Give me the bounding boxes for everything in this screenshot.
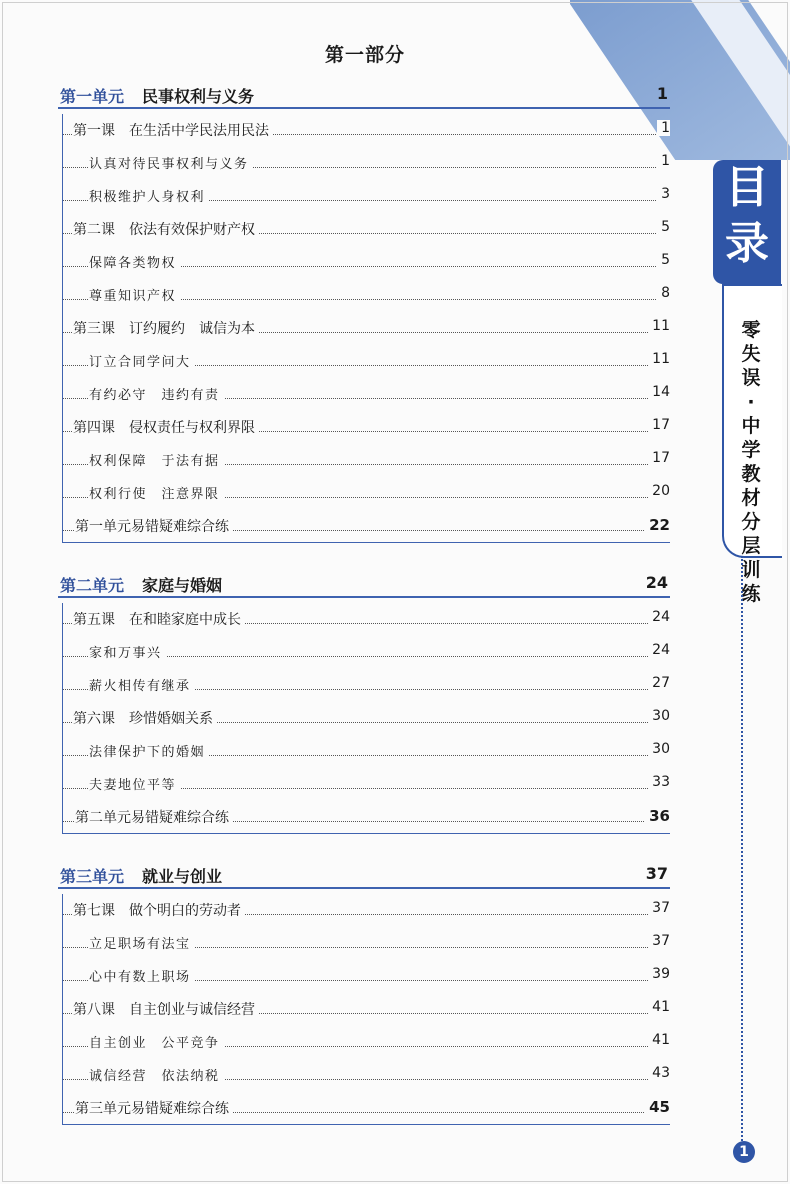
entry-title: 有约必守 违约有责: [89, 384, 224, 403]
entry-title: 认真对待民事权利与义务: [89, 153, 253, 172]
entry-page: 22: [645, 516, 670, 534]
entry-title: 第二单元易错疑难综合练: [75, 807, 233, 827]
entry-title: 订立合同学问大: [89, 351, 195, 370]
entry-title: 自主创业 公平竞争: [89, 1032, 224, 1051]
review-entry[interactable]: [63, 801, 670, 834]
entry-title: 第七课 做个明白的劳动者: [73, 900, 245, 920]
unit-underline: [58, 596, 670, 598]
series-char: 层: [741, 535, 761, 557]
topic-entry[interactable]: [63, 960, 670, 993]
series-char: 材: [741, 487, 761, 509]
unit-underline: [58, 887, 670, 889]
topic-entry[interactable]: [63, 279, 670, 312]
unit-entries: [62, 114, 670, 543]
entry-page: 5: [657, 219, 670, 235]
lesson-entry[interactable]: [63, 603, 670, 636]
entry-title: 诚信经营 依法纳税: [89, 1065, 224, 1084]
series-char: 误: [741, 367, 761, 389]
entry-page: 37: [648, 933, 670, 949]
series-char: 分: [741, 511, 761, 533]
entry-page: 30: [648, 741, 670, 757]
entry-title: 第三课 订约履约 诚信为本: [73, 318, 259, 338]
mulu-char: 录: [725, 218, 769, 269]
mulu-char: 目: [725, 162, 769, 213]
entry-page: 24: [648, 609, 670, 625]
unit-heading[interactable]: [58, 80, 670, 114]
review-entry[interactable]: [63, 510, 670, 543]
entry-title: 尊重知识产权: [89, 285, 180, 304]
lesson-entry[interactable]: [63, 993, 670, 1026]
unit-number: 第三单元: [60, 867, 125, 886]
unit-name: 就业与创业: [142, 867, 223, 886]
entry-title: 保障各类物权: [89, 252, 180, 271]
topic-entry[interactable]: [63, 735, 670, 768]
series-char: 学: [741, 439, 761, 461]
review-underline: [63, 1124, 670, 1126]
topic-entry[interactable]: [63, 246, 670, 279]
series-char: 失: [741, 343, 761, 365]
entry-title: 权利行使 注意界限: [89, 483, 224, 502]
topic-entry[interactable]: [63, 444, 670, 477]
entry-page: 17: [648, 417, 670, 433]
entry-title: 夫妻地位平等: [89, 774, 180, 793]
mulu-tab: [713, 160, 781, 284]
entry-page: 1: [657, 153, 670, 169]
series-char: 教: [741, 463, 761, 485]
entry-page: 3: [657, 186, 670, 202]
topic-entry[interactable]: [63, 768, 670, 801]
topic-entry[interactable]: [63, 477, 670, 510]
unit-title: [60, 864, 222, 887]
entry-page: 17: [648, 450, 670, 466]
lesson-entry[interactable]: [63, 213, 670, 246]
review-entry[interactable]: [63, 1092, 670, 1125]
entry-title: 第八课 自主创业与诚信经营: [73, 999, 259, 1019]
entry-title: 积极维护人身权利: [89, 186, 209, 205]
entry-title: 第一课 在生活中学民法用民法: [73, 120, 273, 140]
entry-page: 20: [648, 483, 670, 499]
table-of-contents: [58, 76, 670, 1125]
unit-entries: [62, 603, 670, 834]
entry-title: 第四课 侵权责任与权利界限: [73, 417, 259, 437]
review-underline: [63, 833, 670, 835]
entry-page: 39: [648, 966, 670, 982]
topic-entry[interactable]: [63, 636, 670, 669]
unit-number: 第一单元: [60, 87, 125, 106]
entry-title: 第二课 依法有效保护财产权: [73, 219, 259, 239]
unit-page: 24: [645, 573, 668, 592]
topic-entry[interactable]: [63, 669, 670, 702]
lesson-entry[interactable]: [63, 894, 670, 927]
series-name: [734, 318, 768, 606]
entry-title: 法律保护下的婚姻: [89, 741, 209, 760]
series-char: ·: [747, 391, 755, 413]
unit-name: 家庭与婚姻: [142, 576, 223, 595]
unit-page: 1: [656, 84, 668, 103]
entry-page: 41: [648, 999, 670, 1015]
unit-title: [60, 573, 222, 596]
entry-page: 43: [648, 1065, 670, 1081]
entry-page: 33: [648, 774, 670, 790]
entry-title: 薪火相传有继承: [89, 675, 195, 694]
unit-name: 民事权利与义务: [142, 87, 255, 106]
topic-entry[interactable]: [63, 147, 670, 180]
entry-page: 11: [648, 318, 670, 334]
entry-page: 11: [648, 351, 670, 367]
entry-page: 5: [657, 252, 670, 268]
series-char: 训: [741, 559, 761, 581]
topic-entry[interactable]: [63, 378, 670, 411]
part-title: 第一部分: [324, 44, 405, 66]
series-char: 练: [741, 583, 761, 605]
unit-entries: [62, 894, 670, 1125]
topic-entry[interactable]: [63, 927, 670, 960]
entry-title: 心中有数上职场: [89, 966, 195, 985]
lesson-entry[interactable]: [63, 114, 670, 147]
entry-title: 家和万事兴: [89, 642, 166, 661]
entry-title: 第五课 在和睦家庭中成长: [73, 609, 245, 629]
entry-page: 1: [657, 120, 670, 136]
entry-title: 立足职场有法宝: [89, 933, 195, 952]
entry-page: 45: [645, 1098, 670, 1116]
unit-heading[interactable]: [58, 860, 670, 894]
series-char: 中: [741, 415, 761, 437]
entry-title: 第三单元易错疑难综合练: [75, 1098, 233, 1118]
entry-page: 41: [648, 1032, 670, 1048]
entry-page: 14: [648, 384, 670, 400]
unit-title: [60, 84, 254, 107]
unit-number: 第二单元: [60, 576, 125, 595]
entry-title: 权利保障 于法有据: [89, 450, 224, 469]
entry-page: 30: [648, 708, 670, 724]
lesson-entry[interactable]: [63, 702, 670, 735]
entry-title: 第六课 珍惜婚姻关系: [73, 708, 217, 728]
unit-page: 37: [645, 864, 668, 883]
entry-page: 8: [657, 285, 670, 301]
topic-entry[interactable]: [63, 1059, 670, 1092]
unit-underline: [58, 107, 670, 109]
unit-heading[interactable]: [58, 569, 670, 603]
entry-page: 36: [645, 807, 670, 825]
entry-title: 第一单元易错疑难综合练: [75, 516, 233, 536]
page-number: 1: [733, 1141, 755, 1163]
entry-page: 27: [648, 675, 670, 691]
lesson-entry[interactable]: [63, 312, 670, 345]
entry-page: 37: [648, 900, 670, 916]
entry-page: 24: [648, 642, 670, 658]
lesson-entry[interactable]: [63, 411, 670, 444]
series-char: 零: [741, 319, 761, 341]
review-underline: [63, 542, 670, 544]
topic-entry[interactable]: [63, 180, 670, 213]
side-dotted-line: [741, 556, 743, 1156]
topic-entry[interactable]: [63, 345, 670, 378]
topic-entry[interactable]: [63, 1026, 670, 1059]
